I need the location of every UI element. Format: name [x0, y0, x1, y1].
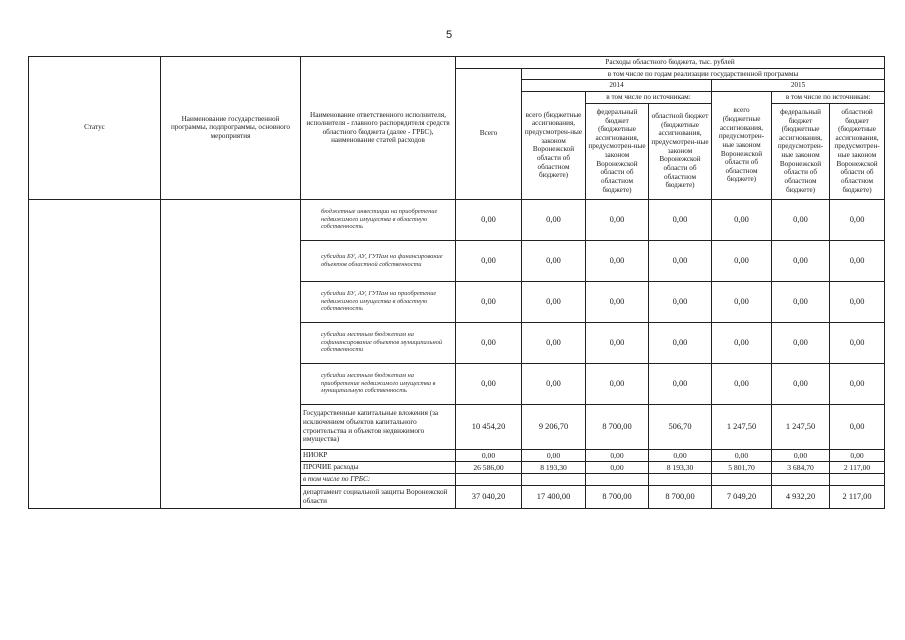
value-cell: 26 586,00 [456, 461, 522, 473]
table-row [29, 199, 885, 240]
header-total: Всего [456, 68, 522, 199]
value-cell: 0,00 [712, 199, 772, 240]
value-cell [522, 473, 586, 485]
value-cell: 0,00 [830, 363, 885, 404]
value-cell: 0,00 [586, 461, 649, 473]
value-cell: 0,00 [772, 322, 830, 363]
value-cell: 10 454,20 [456, 404, 522, 449]
header-2015-all: всего (бюджетные ассигнования, предусмотрен-ные законом Воронежской области об областном бюджете) [712, 91, 772, 199]
value-cell: 0,00 [456, 199, 522, 240]
value-cell: 8 193,30 [522, 461, 586, 473]
value-cell: 0,00 [830, 281, 885, 322]
header-year-2015: 2015 [712, 80, 885, 92]
value-cell: 0,00 [649, 199, 712, 240]
row-label: субсидии БУ, АУ, ГУПам на финансирование объектов областной собственности [301, 240, 456, 281]
value-cell: 1 247,50 [772, 404, 830, 449]
value-cell: 0,00 [712, 449, 772, 461]
value-cell: 8 700,00 [586, 404, 649, 449]
row-label: департамент социальной защиты Воронежской области [301, 485, 456, 508]
value-cell [772, 473, 830, 485]
row-label: в том числе по ГРБС: [301, 473, 456, 485]
program-name-cell [161, 199, 301, 508]
value-cell: 37 040,20 [456, 485, 522, 508]
header-by-years: в том числе по годам реализации государственной программы [522, 68, 885, 80]
header-2014-federal: федеральный бюджет (бюджетные ассигнования, предусмотрен-ные законом Воронежской области об областном бюджете) [586, 103, 649, 199]
value-cell: 0,00 [772, 281, 830, 322]
value-cell: 0,00 [586, 363, 649, 404]
value-cell: 0,00 [830, 449, 885, 461]
value-cell: 0,00 [456, 281, 522, 322]
value-cell: 0,00 [712, 322, 772, 363]
value-cell: 0,00 [830, 240, 885, 281]
value-cell [712, 473, 772, 485]
row-label: субсидии БУ, АУ, ГУПам на приобретение недвижимого имущества в областную собственность [301, 281, 456, 322]
value-cell: 9 206,70 [522, 404, 586, 449]
value-cell: 0,00 [586, 240, 649, 281]
value-cell: 0,00 [522, 281, 586, 322]
page-number: 5 [446, 29, 453, 41]
value-cell: 7 049,20 [712, 485, 772, 508]
value-cell: 0,00 [772, 240, 830, 281]
row-label: субсидии местным бюджетам на приобретение недвижимого имущества в муниципальную собственность [301, 363, 456, 404]
row-label: субсидии местным бюджетам на софинансирование объектов муниципальной собственности [301, 322, 456, 363]
header-2014-regional: областной бюджет (бюджетные ассигнования, предусмотрен-ные законом Воронежской области об областном бюджете) [649, 103, 712, 199]
value-cell: 8 700,00 [649, 485, 712, 508]
value-cell: 4 932,20 [772, 485, 830, 508]
value-cell: 8 700,00 [586, 485, 649, 508]
header-program-name: Наименование государственной программы, подпрограммы, основного мероприятия [161, 57, 301, 200]
header-executor: Наименование ответственного исполнителя, исполнителя - главного распорядителя средств областного бюджета (далее - ГРБС), наименование статей расходов [301, 57, 456, 200]
value-cell: 0,00 [649, 240, 712, 281]
value-cell: 0,00 [772, 449, 830, 461]
value-cell: 17 400,00 [522, 485, 586, 508]
value-cell: 0,00 [772, 199, 830, 240]
value-cell: 0,00 [586, 199, 649, 240]
value-cell: 0,00 [456, 240, 522, 281]
value-cell: 8 193,30 [649, 461, 712, 473]
value-cell: 0,00 [456, 449, 522, 461]
value-cell: 0,00 [830, 404, 885, 449]
value-cell: 0,00 [522, 199, 586, 240]
value-cell: 506,70 [649, 404, 712, 449]
status-cell [29, 199, 161, 508]
value-cell: 1 247,50 [712, 404, 772, 449]
header-2015-by-sources: в том числе по источникам: [772, 91, 885, 103]
value-cell: 0,00 [772, 363, 830, 404]
value-cell: 0,00 [522, 322, 586, 363]
value-cell: 0,00 [712, 363, 772, 404]
header-2014-by-sources: в том числе по источникам: [586, 91, 712, 103]
value-cell: 0,00 [649, 363, 712, 404]
header-2015-regional: областной бюджет (бюджетные ассигнования, предусмотрен-ные законом Воронежской области об областном бюджете) [830, 103, 885, 199]
value-cell [830, 473, 885, 485]
value-cell: 0,00 [830, 199, 885, 240]
header-2015-federal: федеральный бюджет (бюджетные ассигнования, предусмотрен-ные законом Воронежской области об областном бюджете) [772, 103, 830, 199]
row-label: бюджетные инвестиции на приобретение недвижимого имущества в областную собственность [301, 199, 456, 240]
value-cell: 2 117,00 [830, 461, 885, 473]
value-cell: 0,00 [586, 449, 649, 461]
value-cell: 3 684,70 [772, 461, 830, 473]
value-cell [456, 473, 522, 485]
value-cell: 0,00 [586, 281, 649, 322]
value-cell: 0,00 [712, 281, 772, 322]
value-cell: 5 801,70 [712, 461, 772, 473]
row-label: Государственные капитальные вложения (за исключением объектов капитального строительства и объектов недвижимого имущества) [301, 404, 456, 449]
header-expenses-title: Расходы областного бюджета, тыс. рублей [456, 57, 885, 69]
value-cell: 2 117,00 [830, 485, 885, 508]
value-cell: 0,00 [456, 322, 522, 363]
row-label: НИОКР [301, 449, 456, 461]
value-cell [649, 473, 712, 485]
header-status: Статус [29, 57, 161, 200]
value-cell: 0,00 [649, 322, 712, 363]
value-cell: 0,00 [522, 449, 586, 461]
header-year-2014: 2014 [522, 80, 712, 92]
value-cell: 0,00 [522, 240, 586, 281]
value-cell: 0,00 [586, 322, 649, 363]
value-cell: 0,00 [649, 281, 712, 322]
value-cell: 0,00 [830, 322, 885, 363]
header-2014-all: всего (бюджетные ассигнования, предусмотрен-ные законом Воронежской области об областном бюджете) [522, 91, 586, 199]
value-cell [586, 473, 649, 485]
value-cell: 0,00 [456, 363, 522, 404]
value-cell: 0,00 [712, 240, 772, 281]
value-cell: 0,00 [522, 363, 586, 404]
value-cell: 0,00 [649, 449, 712, 461]
row-label: ПРОЧИЕ расходы [301, 461, 456, 473]
budget-table [28, 56, 885, 509]
